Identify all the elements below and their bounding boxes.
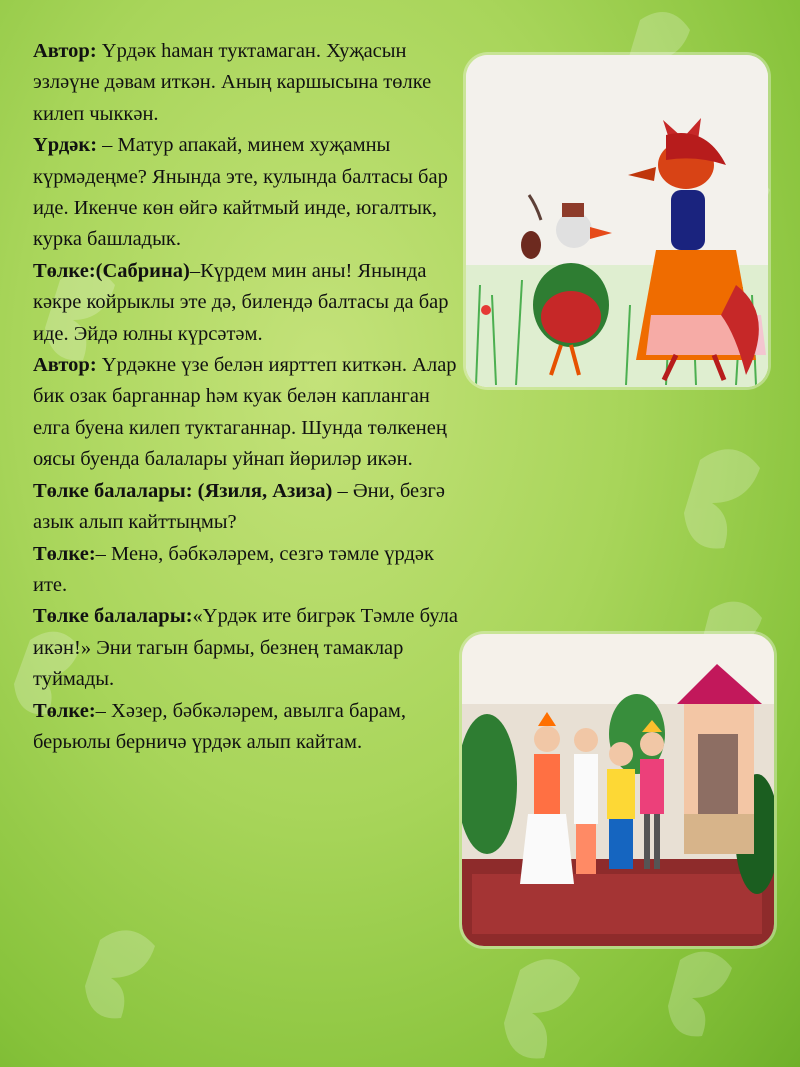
speaker-label: Төлке балалары:: [33, 605, 193, 628]
drawing-illustration: [466, 55, 768, 387]
line-text: – Хәзер, бәбкәләрем, авылга барам, берьюлы берничә үрдәк алып кайтам.: [33, 699, 406, 753]
line-text: – Әни, безгә азык алып кайттыңмы?: [33, 479, 445, 534]
line-text: – Матур апакай, минем хуҗамны күрмәдеңме? Янында эте, кулында балтасы бар иде. Икенче көн өйгә кайтмый инде, югалтык, курка башладык.: [33, 134, 448, 251]
script-line-7: [33, 601, 463, 695]
speaker-label: Төлке:: [33, 699, 96, 722]
speaker-label: Үрдәк:: [33, 134, 98, 157]
play-script-text: [33, 36, 463, 758]
line-text: Үрдәк һаман туктамаган. Хуҗасын эзләүне дәвам иткән. Аның каршысына төлке килеп чыккән.: [33, 40, 432, 125]
speaker-label: Автор:: [33, 354, 97, 377]
line-text: Үрдәкне үзе белән иярттеп киткән. Алар бик озак барганнар һәм куак белән капланган елга буена килеп туктаганнар. Шунда төлкенең оясы буенда балалары уйнап йөриләр икән.: [33, 354, 457, 471]
speaker-label: Төлке балалары: (Язиля, Азиза): [33, 479, 333, 502]
speaker-label: Автор:: [33, 40, 97, 62]
script-line-4: [33, 350, 463, 476]
script-line-8: [33, 696, 463, 759]
speaker-label: Төлке:: [33, 542, 96, 565]
line-text: «Үрдәк ите бигрәк Тәмле була икән!» Эни тагын бармы, безнең тамаклар туймады.: [33, 605, 458, 691]
fox-and-duck-drawing: [466, 55, 768, 387]
photo-illustration: [462, 634, 774, 946]
script-line-2: [33, 130, 463, 256]
children-theatre-photo: [462, 634, 774, 946]
script-line-1: [33, 36, 463, 130]
line-text: –Күрдем мин аны! Янында кәкре койрыклы эте дә, билендә балтасы да бар иде. Эйдә юлны күрсәтәм.: [33, 259, 449, 345]
script-line-6: [33, 539, 463, 602]
script-line-3: [33, 256, 463, 350]
line-text: – Менә, бәбкәләрем, сезгә тәмле үрдәк ите.: [33, 542, 434, 596]
speaker-label: Төлке:(Сабрина): [33, 259, 190, 282]
script-line-5: [33, 476, 463, 539]
